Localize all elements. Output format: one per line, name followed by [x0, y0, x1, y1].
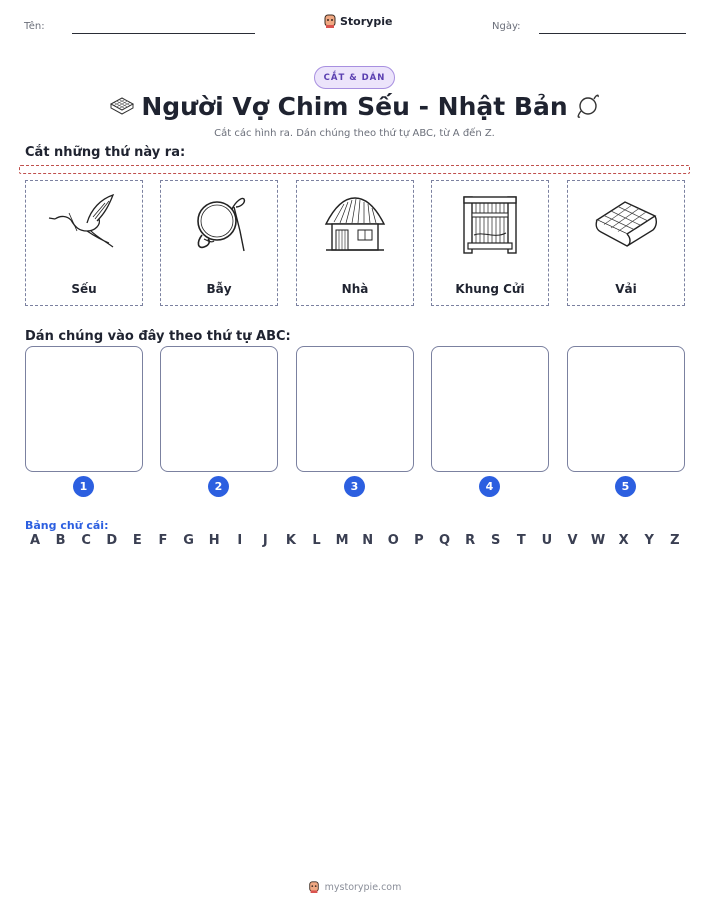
cloth-icon	[591, 194, 661, 254]
cut-card-house[interactable]	[296, 180, 414, 306]
alphabet-letter: N	[362, 533, 374, 548]
storypie-mascot-icon	[308, 880, 320, 894]
alphabet-row	[25, 533, 685, 548]
alphabet-letter: S	[491, 533, 501, 548]
storypie-mascot-icon	[323, 13, 337, 29]
card-label: Vải	[615, 282, 637, 296]
alphabet-letter: I	[237, 533, 243, 548]
paste-box-5[interactable]	[567, 346, 685, 472]
order-number-4: 4	[479, 476, 500, 497]
alphabet-letter: R	[465, 533, 476, 548]
trap-icon	[184, 191, 254, 257]
alphabet-letter: T	[516, 533, 526, 548]
paste-box-4[interactable]	[431, 346, 549, 472]
alphabet-letter: Z	[670, 533, 680, 548]
order-number-5: 5	[615, 476, 636, 497]
alphabet-letter: K	[285, 533, 296, 548]
card-label: Bẫy	[206, 282, 232, 296]
footer	[0, 880, 709, 894]
alphabet-letter: M	[335, 533, 349, 548]
alphabet-letter: G	[183, 533, 194, 548]
cut-card-crane[interactable]	[25, 180, 143, 306]
alphabet-letter: W	[590, 533, 606, 548]
order-number-3: 3	[344, 476, 365, 497]
alphabet-letter: Y	[644, 533, 654, 548]
brand-name: Storypie	[340, 14, 393, 28]
alphabet-letter: E	[132, 533, 142, 548]
alphabet-letter: P	[414, 533, 424, 548]
name-label: Tên:	[24, 21, 45, 32]
cut-line	[19, 165, 690, 174]
order-number-1: 1	[73, 476, 94, 497]
paste-box-1[interactable]	[25, 346, 143, 472]
cut-card-cloth[interactable]	[567, 180, 685, 306]
house-icon	[320, 192, 390, 256]
name-line[interactable]	[72, 33, 255, 34]
date-label: Ngày:	[492, 21, 521, 32]
card-label: Sếu	[71, 282, 97, 296]
alphabet-letter: X	[618, 533, 629, 548]
alphabet-letter: V	[567, 533, 578, 548]
alphabet-letter: O	[387, 533, 399, 548]
footer-url[interactable]: mystorypie.com	[324, 881, 402, 893]
instructions: Cắt các hình ra. Dán chúng theo thứ tự ABC, từ A đến Z.	[214, 128, 495, 139]
alphabet-letter: U	[541, 533, 553, 548]
alphabet-letter: D	[106, 533, 118, 548]
cut-heading: Cắt những thứ này ra:	[25, 145, 186, 160]
paste-heading: Dán chúng vào đây theo thứ tự ABC:	[25, 329, 291, 344]
card-label: Nhà	[341, 282, 369, 296]
alphabet-heading: Bảng chữ cái:	[25, 519, 109, 532]
page-title: Người Vợ Chim Sếu - Nhật Bản	[141, 92, 568, 121]
cut-card-trap[interactable]	[160, 180, 278, 306]
alphabet-letter: L	[312, 533, 321, 548]
paste-box-3[interactable]	[296, 346, 414, 472]
alphabet-letter: A	[29, 533, 41, 548]
alphabet-letter: F	[158, 533, 168, 548]
activity-badge: CẮT & DÁN	[314, 66, 395, 89]
date-line[interactable]	[539, 33, 686, 34]
paste-box-2[interactable]	[160, 346, 278, 472]
alphabet-letter: C	[81, 533, 91, 548]
card-label: Khung Cửi	[455, 282, 525, 296]
cut-card-loom[interactable]	[431, 180, 549, 306]
trap-icon	[574, 92, 602, 120]
alphabet-letter: B	[55, 533, 66, 548]
order-number-2: 2	[208, 476, 229, 497]
alphabet-letter: H	[208, 533, 220, 548]
alphabet-letter: J	[262, 533, 268, 548]
crane-icon	[47, 191, 121, 257]
alphabet-letter: Q	[438, 533, 451, 548]
brand-logo	[323, 13, 392, 29]
loom-icon	[454, 191, 526, 257]
